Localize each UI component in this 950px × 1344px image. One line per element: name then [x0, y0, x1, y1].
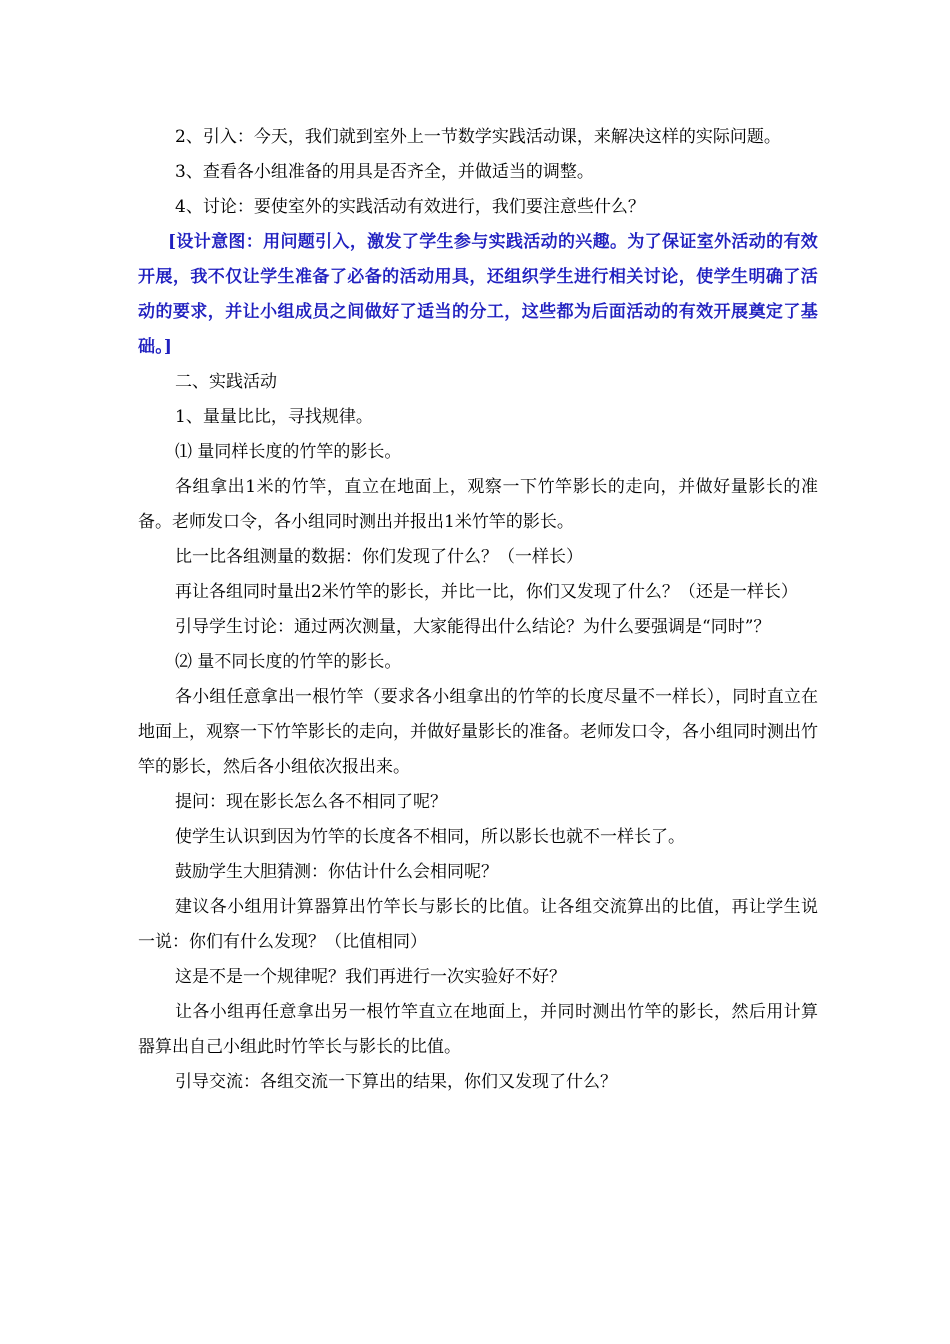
paragraph-discussion: 4、讨论：要使室外的实践活动有效进行，我们要注意些什么？ — [175, 197, 645, 217]
paragraph-calculator: 建议各小组用计算器算出竹竿长与影长的比值。让各组交流算出的比值，再让学生说一说：你们有什么发现？（比值相同） — [138, 897, 818, 952]
paragraph-exchange: 引导交流：各组交流一下算出的结果，你们又发现了什么？ — [175, 1072, 617, 1092]
paragraph-measure-2m: 再让各组同时量出2米竹竿的影长，并比一比，你们又发现了什么？（还是一样长） — [175, 582, 798, 602]
section-heading-practice: 二、实践活动 — [175, 372, 277, 392]
paragraph-question: 提问：现在影长怎么各不相同了呢？ — [175, 792, 447, 812]
paragraph-substep-1: ⑴ 量同样长度的竹竿的影长。 — [175, 442, 402, 462]
paragraph-repeat: 让各小组再任意拿出另一根竹竿直立在地面上，并同时测出竹竿的影长，然后用计算器算出自己小组此时竹竿长与影长的比值。 — [138, 1002, 818, 1057]
paragraph-guide-discussion: 引导学生讨论：通过两次测量，大家能得出什么结论？为什么要强调是“同时”？ — [175, 617, 771, 637]
paragraph-realize: 使学生认识到因为竹竿的长度各不相同，所以影长也就不一样长了。 — [175, 827, 685, 847]
paragraph-experiment: 这是不是一个规律呢？我们再进行一次实验好不好？ — [175, 967, 566, 987]
design-intent-note: [设计意图：用问题引入，激发了学生参与实践活动的兴趣。为了保证室外活动的有效开展，我不仅让学生准备了必备的活动用具，还组织学生进行相关讨论，使学生明确了活动的要求，并让小组成员之间做好了适当的分工，这些都为后面活动的有效开展奠定了基础。] — [138, 232, 818, 357]
paragraph-compare-data: 比一比各组测量的数据：你们发现了什么？（一样长） — [175, 547, 583, 567]
paragraph-different-lengths: 各小组任意拿出一根竹竿（要求各小组拿出的竹竿的长度尽量不一样长），同时直立在地面上，观察一下竹竿影长的走向，并做好量影长的准备。老师发口令，各小组同时测出竹竿的影长，然后各小组依次报出来。 — [138, 687, 818, 777]
document-page — [138, 120, 818, 1100]
paragraph-step-1: 1、量量比比，寻找规律。 — [175, 407, 373, 427]
paragraph-guess: 鼓励学生大胆猜测：你估计什么会相同呢？ — [175, 862, 498, 882]
paragraph-check-tools: 3、查看各小组准备的用具是否齐全，并做适当的调整。 — [175, 162, 594, 182]
paragraph-measure-1m: 各组拿出1米的竹竿，直立在地面上，观察一下竹竿影长的走向，并做好量影长的准备。老师发口令，各小组同时测出并报出1米竹竿的影长。 — [138, 477, 818, 532]
paragraph-intro: 2、引入：今天，我们就到室外上一节数学实践活动课，来解决这样的实际问题。 — [175, 127, 781, 147]
paragraph-substep-2: ⑵ 量不同长度的竹竿的影长。 — [175, 652, 402, 672]
